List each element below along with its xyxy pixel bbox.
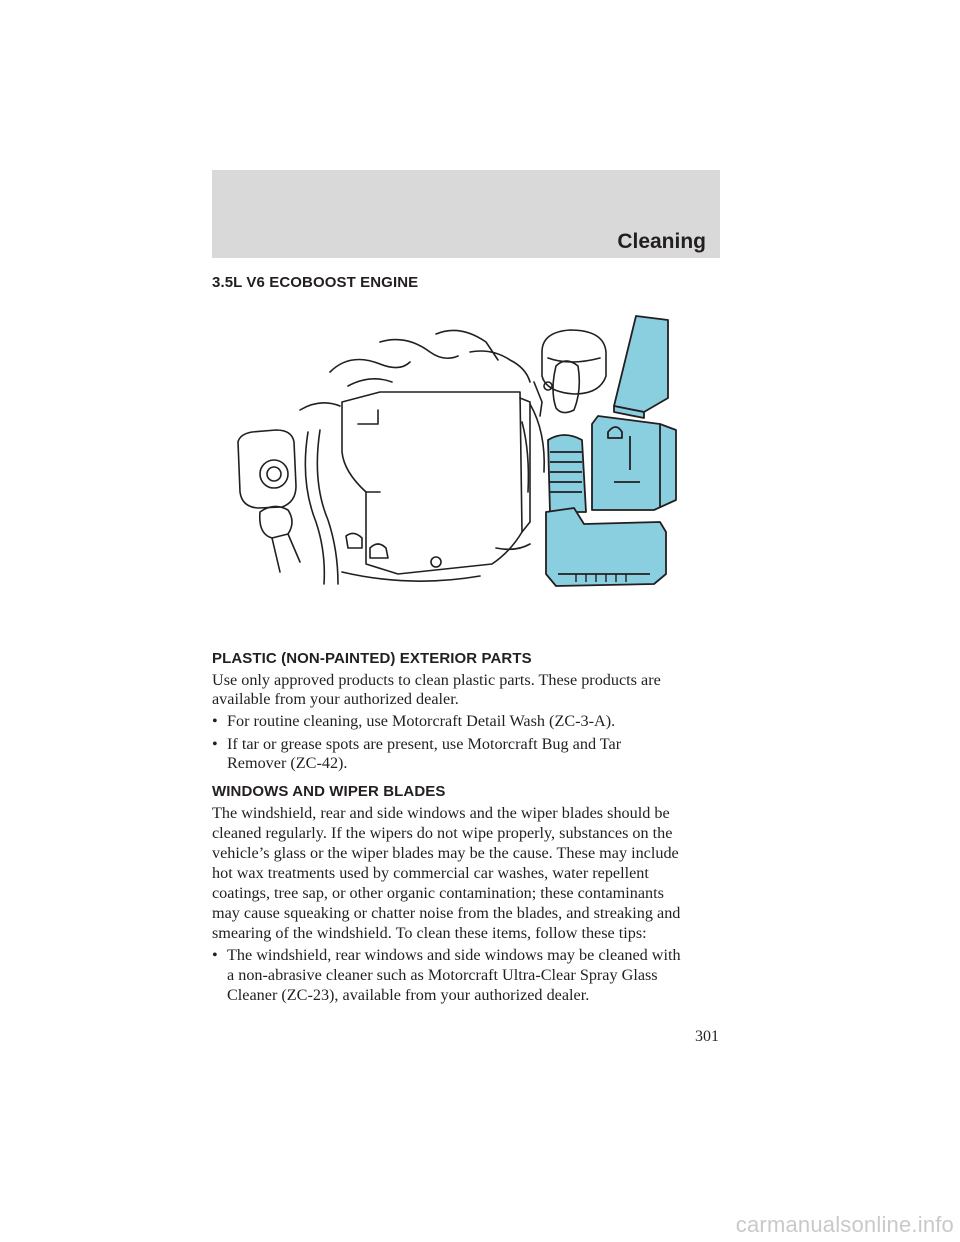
watermark: carmanualsonline.info [735,1212,954,1237]
list-item-text: For routine cleaning, use Motorcraft Detail Wash (ZC-3-A). [227,712,616,730]
plastic-parts-heading: PLASTIC (NON-PAINTED) EXTERIOR PARTS [212,650,532,667]
bullet-icon: • [212,712,218,730]
windows-paragraph-line: hot wax treatments used by commercial car washes, water repellent [212,864,649,882]
page-number: 301 [695,1028,719,1045]
engine-figure [230,312,690,602]
section-header-band [212,170,720,258]
list-item-text: Remover (ZC-42). [227,754,348,772]
windows-paragraph-line: vehicle’s glass or the wiper blades may be the cause. These may include [212,844,679,862]
list-item-text: Cleaner (ZC-23), available from your authorized dealer. [227,986,590,1004]
list-item-text: The windshield, rear windows and side windows may be cleaned with [227,946,681,964]
list-item-text: a non-abrasive cleaner such as Motorcraft Ultra-Clear Spray Glass [227,966,658,984]
section-title: Cleaning [617,230,706,253]
windows-paragraph-line: smearing of the windshield. To clean these items, follow these tips: [212,924,647,942]
windows-paragraph-line: cleaned regularly. If the wipers do not wipe properly, substances on the [212,824,673,842]
windows-wipers-heading: WINDOWS AND WIPER BLADES [212,783,446,800]
windows-paragraph-line: The windshield, rear and side windows and the wiper blades should be [212,804,670,822]
plastic-intro-line-2: available from your authorized dealer. [212,690,459,708]
list-item-text: If tar or grease spots are present, use Motorcraft Bug and Tar [227,735,622,753]
engine-heading: 3.5L V6 ECOBOOST ENGINE [212,274,419,291]
engine-illustration [230,312,690,602]
bullet-icon: • [212,735,218,753]
bullet-icon: • [212,946,218,964]
plastic-intro-line-1: Use only approved products to clean plastic parts. These products are [212,671,661,689]
windows-paragraph-line: may cause squeaking or chatter noise from the blades, and streaking and [212,904,681,922]
windows-paragraph-line: coatings, tree sap, or other organic contamination; these contaminants [212,884,664,902]
